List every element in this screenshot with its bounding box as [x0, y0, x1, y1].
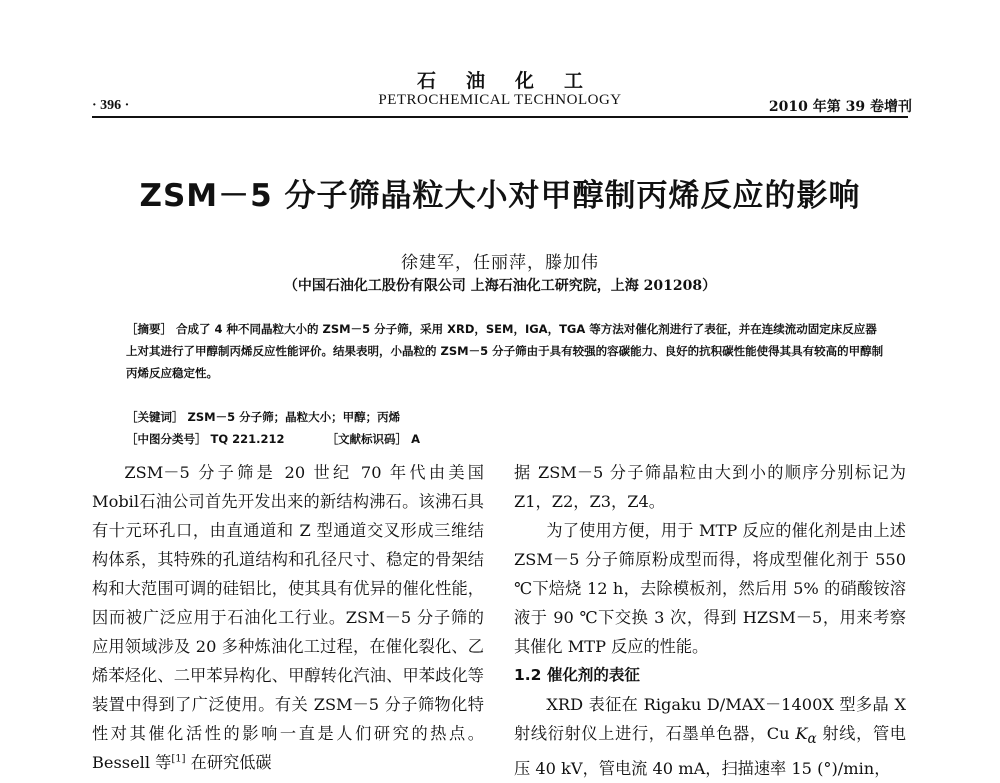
journal-title-cn: 石油化工 — [416, 70, 613, 92]
keywords-label: ［关键词］ — [126, 410, 184, 424]
alpha-subscript: α — [807, 731, 817, 748]
keywords — [126, 406, 886, 428]
issue-info: 2010 年第 39 卷增刊 — [768, 99, 912, 115]
body-right-column — [514, 458, 906, 783]
xrd-text: XRD 表征在 Rigaku D/MAX－1400X 型多晶 X 射线衍射仪上进行，石墨单色器，Cu — [514, 695, 906, 743]
xrd-text-tail: 射线，管电压 40 kV，管电流 40 mA，扫描速率 15 (°)/min， — [514, 724, 906, 779]
citation-ref[interactable]: [1] — [171, 753, 186, 765]
author-affiliation: （中国石油化工股份有限公司 上海石油化工研究院，上海 201208） — [283, 278, 717, 294]
right-paragraph-1: 据 ZSM－5 分子筛晶粒由大到小的顺序分别标记为 Z1，Z2，Z3，Z4。 — [514, 463, 906, 511]
journal-title-en: PETROCHEMICAL TECHNOLOGY — [378, 92, 622, 108]
keywords-text: ZSM－5 分子筛；晶粒大小；甲醇；丙烯 — [187, 410, 401, 424]
header-rule — [92, 116, 908, 118]
k-symbol: K — [795, 724, 808, 743]
abstract-text: 合成了 4 种不同晶粒大小的 ZSM－5 分子筛，采用 XRD，SEM，IGA，TGA 等方法对催化剂进行了表征，并在连续流动固定床反应器上对其进行了甲醇制丙烯反应性能评价。结果表明，小晶粒的 ZSM－5 分子筛由于具有较强的容碳能力、良好的抗积碳性能使得其具有较高的甲醇制丙烯反应稳定性。 — [126, 322, 884, 380]
doc-code: A — [411, 432, 420, 446]
classification-line — [126, 428, 886, 450]
body-left-column — [92, 458, 484, 777]
intro-text-tail: 在研究低碳 — [185, 753, 272, 772]
article-title: ZSM－5 分子筛晶粒大小对甲醇制丙烯反应的影响 — [139, 178, 861, 214]
section-heading: 1.2 催化剂的表征 — [514, 666, 640, 684]
page-number: · 396 · — [92, 98, 130, 113]
classification-code: TQ 221.212 — [210, 432, 285, 446]
article-authors: 徐建军，任丽萍，滕加伟 — [401, 253, 599, 273]
right-paragraph-3 — [514, 690, 906, 783]
intro-paragraph — [92, 458, 484, 777]
abstract — [126, 318, 886, 384]
abstract-label: ［摘要］ — [126, 322, 172, 336]
intro-text: ZSM－5 分子筛是 20 世纪 70 年代由美国 Mobil石油公司首先开发出来的新结构沸石。该沸石具有十元环孔口，由直通道和 Z 型通道交叉形成三维结构体系，其特殊的孔道结构和孔径尺寸、稳定的骨架结构和大范围可调的硅铝比，使其具有优异的催化性能，因而被广泛应用于石油化工行业。ZSM－5 分子筛的应用领域涉及 20 多种炼油化工过程，在催化裂化、乙烯苯烃化、二甲苯异构化、甲醇转化汽油、甲苯歧化等装置中得到了广泛使用。有关 ZSM－5 分子筛物化特性对其催化活性的影响一直是人们研究的热点。Bessell 等 — [92, 463, 484, 772]
doc-code-label: ［文献标识码］ — [326, 432, 408, 446]
classification-label: ［中图分类号］ — [126, 432, 207, 446]
right-paragraph-2: 为了使用方便，用于 MTP 反应的催化剂是由上述 ZSM－5 分子筛原粉成型而得，将成型催化剂于 550 ℃下焙烧 12 h，去除模板剂，然后用 5% 的硝酸铵溶液于 90 ℃下交换 3 次，得到 HZSM－5，用来考察其催化 MTP 反应的性能。 — [514, 521, 906, 656]
